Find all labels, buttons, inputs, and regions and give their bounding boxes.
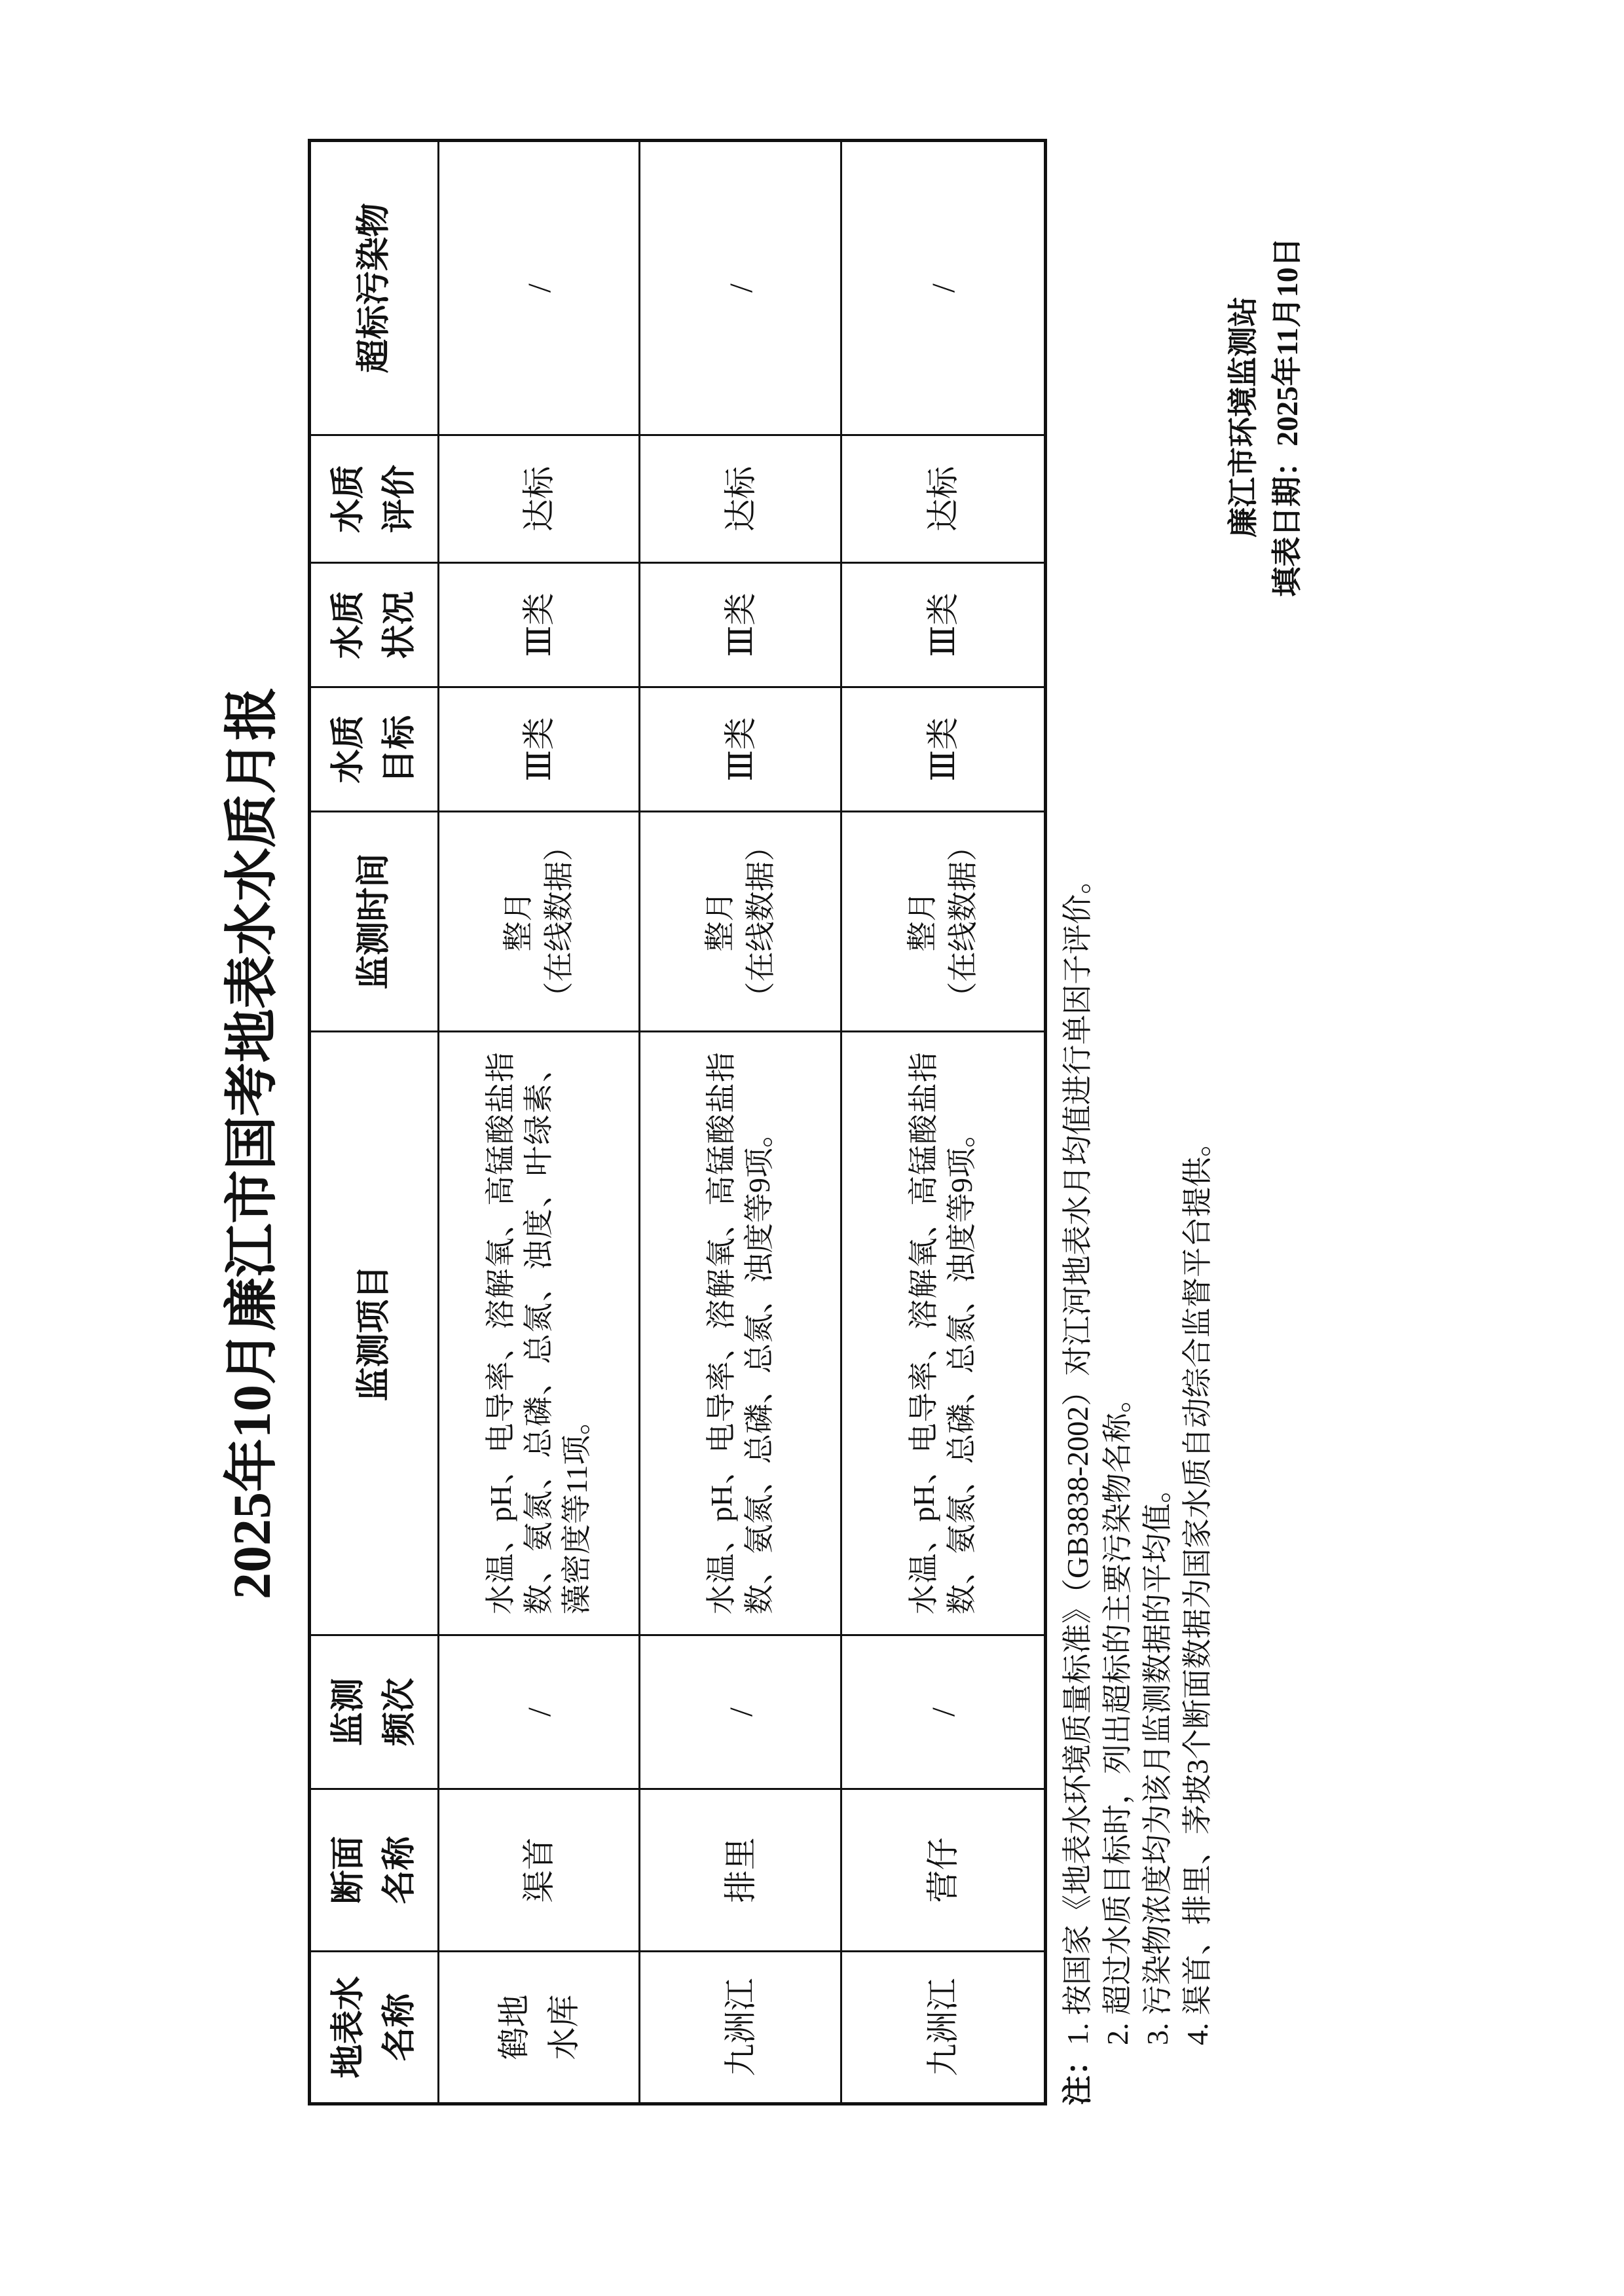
cell-section: 渠首 <box>439 1789 640 1952</box>
note-item: 2. 超过水质目标时，列出超标的主要污染物名称。 <box>1101 1383 1134 2045</box>
header-items: 监测项目 <box>310 1032 439 1635</box>
cell-period <box>439 812 640 1032</box>
header-frequency <box>310 1635 439 1789</box>
header-section-label: 断面名称 <box>329 1836 418 1904</box>
table-header-row <box>310 141 439 2104</box>
cell-target: Ⅲ类 <box>640 687 841 812</box>
header-period: 监测时间 <box>310 812 439 1032</box>
header-water-body: 地表水名称 <box>310 1952 439 2104</box>
cell-section: 营仔 <box>841 1789 1046 1952</box>
header-target: 水质目标 <box>310 687 439 812</box>
cell-status: Ⅲ类 <box>439 563 640 687</box>
report-title: 2025年10月廉江市国考地表水水质月报 <box>222 687 282 1600</box>
cell-exceeding-pollutants: / <box>640 141 841 435</box>
notes-list <box>1058 864 1217 2045</box>
fill-date: 填表日期：2025年11月10日 <box>1270 237 1304 597</box>
cell-items: 水温、pH、电导率、溶解氧、高锰酸盐指数、氨氮、总磷、总氮、浊度、叶绿素、藻密度等11项。 <box>439 1032 640 1635</box>
cell-period-main: 整月 <box>502 891 535 952</box>
cell-period <box>640 812 841 1032</box>
table-row <box>640 141 841 2104</box>
cell-evaluation: 达标 <box>640 435 841 563</box>
cell-frequency: / <box>439 1635 640 1789</box>
cell-period-main: 整月 <box>703 891 737 952</box>
header-evaluation: 水质评价 <box>310 435 439 563</box>
cell-items: 水温、pH、电导率、溶解氧、高锰酸盐指数、氨氮、总磷、总氮、浊度等9项。 <box>841 1032 1046 1635</box>
header-exceeding-pollutants: 超标污染物 <box>310 141 439 435</box>
cell-period-note: （在线数据） <box>743 831 777 1012</box>
notes-label: 注： <box>1061 2045 1094 2105</box>
table-row <box>439 141 640 2104</box>
cell-period-main: 整月 <box>906 891 939 952</box>
cell-period <box>841 812 1046 1032</box>
cell-water-body: 九洲江 <box>640 1952 841 2104</box>
note-item: 4. 渠首、排里、茅坡3个断面数据为国家水质自动综合监督平台提供。 <box>1181 1127 1214 2045</box>
cell-target: Ⅲ类 <box>841 687 1046 812</box>
note-item: 1. 按国家《地表水环境质量标准》（GB3838-2002）对江河地表水月均值进行单因子评价。 <box>1061 864 1094 2045</box>
cell-exceeding-pollutants: / <box>439 141 640 435</box>
header-section <box>310 1789 439 1952</box>
water-quality-table <box>308 139 1047 2105</box>
issuer-name: 廉江市环境监测站 <box>1227 297 1260 538</box>
signature-block <box>1221 221 1309 613</box>
notes <box>1058 864 1217 2105</box>
cell-water-body <box>439 1952 640 2104</box>
cell-target: Ⅲ类 <box>439 687 640 812</box>
cell-water-body-label: 鹤地水库 <box>496 1994 582 2060</box>
table-row <box>841 141 1046 2104</box>
cell-water-body: 九洲江 <box>841 1952 1046 2104</box>
cell-status: Ⅲ类 <box>640 563 841 687</box>
header-frequency-label: 监测频次 <box>329 1678 418 1747</box>
cell-period-note: （在线数据） <box>946 831 980 1012</box>
cell-evaluation: 达标 <box>841 435 1046 563</box>
cell-frequency: / <box>640 1635 841 1789</box>
note-item: 3. 污染物浓度均为该月监测数据的平均值。 <box>1141 1473 1174 2045</box>
cell-frequency: / <box>841 1635 1046 1789</box>
cell-period-note: （在线数据） <box>542 831 576 1012</box>
cell-section: 排里 <box>640 1789 841 1952</box>
cell-evaluation: 达标 <box>439 435 640 563</box>
cell-status: Ⅲ类 <box>841 563 1046 687</box>
cell-exceeding-pollutants: / <box>841 141 1046 435</box>
cell-items: 水温、pH、电导率、溶解氧、高锰酸盐指数、氨氮、总磷、总氮、浊度等9项。 <box>640 1032 841 1635</box>
header-status: 水质状况 <box>310 563 439 687</box>
